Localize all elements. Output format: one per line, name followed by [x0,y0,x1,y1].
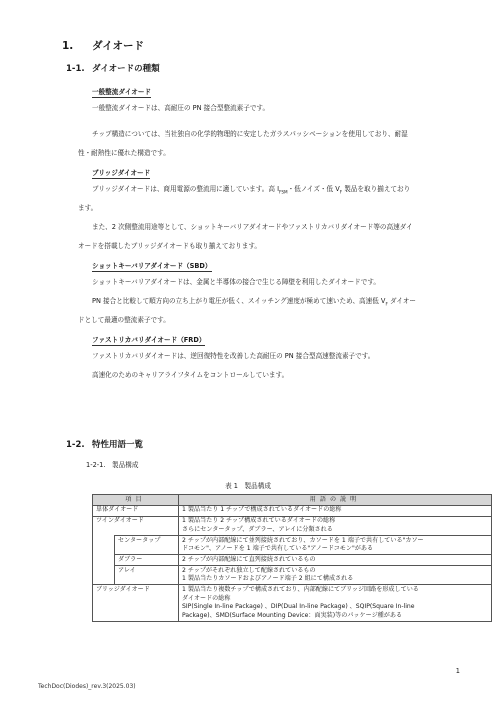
description-cell: 2 チップが内部配線にて直列接続されているもの [179,555,492,566]
term-cell: アレイ [115,566,179,585]
table-row [93,535,492,554]
table-row [93,505,492,516]
description-cell: 1 製品当たり 1 チップで構成されているダイオードの総称 [179,505,492,516]
paragraph-continuation: オードを搭載したブリッジダイオードも取り揃えております。 [78,242,261,250]
subheading-bridge-diode: ブリッジダイオード [92,169,151,177]
description-cell: 1 製品当たり複数チップで構成されており、内部配線にてブリッジ回路を形成している ダイオードの総称 SIP(Single In-line Package) 、DIP(Dual In-line Package) 、SQIP(Square In-line Package)、SMD(Surface Mounting Device：面実装)等のパッケージ種がある [179,585,492,622]
section-title: 特性用語一覧 [92,440,144,450]
term-cell: センタータップ [115,535,179,554]
section-title: ダイオード [92,40,144,52]
paragraph: また、2 次側整流用途等として、ショットキーバリアダイオードやファストリカバリダイオード等の高速ダイ [92,223,413,231]
section-number: 1. [62,40,74,52]
section-title: ダイオードの種類 [92,64,160,74]
paragraph: PN 接合と比較して順方向の立ち上がり電圧が低く、スイッチング速度が極めて速いため、高速低 $V_F$ ダイオー [92,297,417,307]
table-row [93,555,492,566]
paragraph-continuation: ます。 [78,204,98,212]
table-row [93,516,492,535]
section-heading-1 [62,38,144,53]
section-number: 1-1. [66,64,85,74]
description-cell: 1 製品当たり 2 チップ構成されているダイオードの総称 さらにセンタータップ、ダブラー、アレイに分類される [179,516,492,535]
subsection-label-1-2-1: 1-2-1. 製品構成 [86,461,139,469]
page-number: 1 [455,667,460,675]
header-description: 用語の説明 [179,495,492,506]
paragraph-continuation: 性・耐熱性に優れた構造です。 [78,149,170,157]
term-cell: ツインダイオード [93,516,179,535]
subheading-general-rectifier: 一般整流ダイオード [92,88,152,96]
term-cell: ダブラー [115,555,179,566]
paragraph-continuation: ドとして最適の整流素子です。 [78,316,170,324]
table-row [93,585,492,622]
paragraph: ファストリカバリダイオードは、逆回復特性を改善した高耐圧の PN 接合型高速整流素子です。 [92,352,375,360]
description-cell: 2 チップが内部配線にて並列接続されており、カソードを 1 端子で共有している"カソー ドコモン"、アノードを 1 端子で共有している"アノードコモン"がある [179,535,492,554]
subheading-frd: ファストリカバリダイオード（FRD） [92,336,206,344]
subheading-sbd: ショットキーバリアダイオード（SBD） [92,262,212,270]
section-number: 1-2. [66,440,85,450]
paragraph: 一般整流ダイオードは、高耐圧の PN 接合型整流素子です。 [92,104,270,112]
paragraph: ショットキーバリアダイオードは、金属と半導体の接合で生じる障壁を利用したダイオードです。 [92,278,381,286]
paragraph: ブリッジダイオードは、商用電源の整流用に適しています。高 $I_{FSM}$・低ノイズ・低 $V_F$ 製品を取り揃えており [92,185,411,195]
table-caption: 表 1 製品構成 [225,482,271,490]
term-cell: ブリッジダイオード [93,585,179,622]
section-heading-1-1 [66,62,160,74]
table-header-row [93,495,492,506]
paragraph: チップ構造については、当社独自の化学的物理的に安定したガラスパッシベーションを使用しており、耐湿 [92,130,408,138]
table-row [93,566,492,585]
product-structure-table [92,494,492,622]
paragraph: 高速化のためのキャリアライフタイムをコントロールしています。 [92,371,289,379]
section-heading-1-2 [66,438,143,450]
description-cell: 2 チップがそれぞれ独立して配線されているもの 1 製品当たりカソードおよびアノード端子 2 組にて構成される [179,566,492,585]
header-item: 項目 [93,495,179,506]
document-footer: TechDoc(Diodes)_rev.3(2025.03) [38,683,136,690]
term-cell: 単体ダイオード [93,505,179,516]
